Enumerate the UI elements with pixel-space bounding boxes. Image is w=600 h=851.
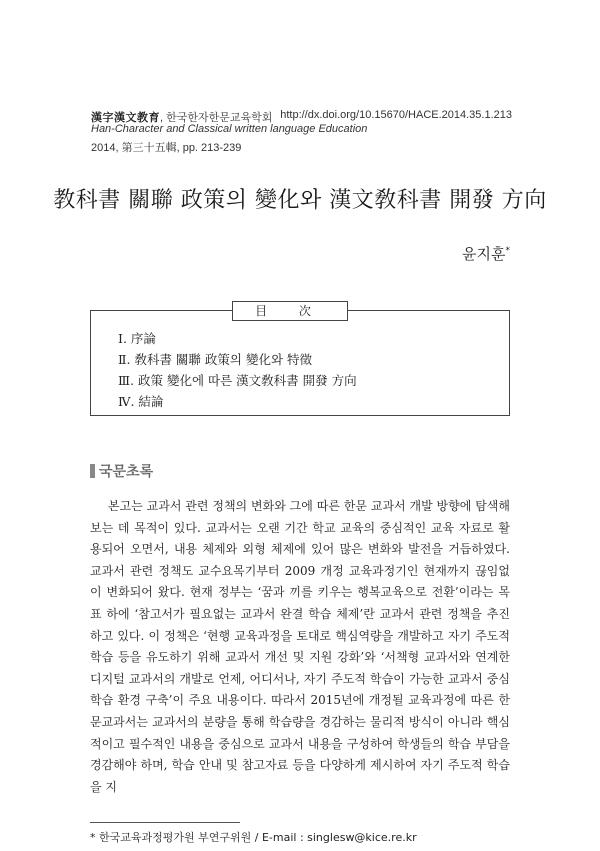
- journal-seal: 漢字漢文教育: [91, 111, 160, 124]
- toc-item: Ⅰ. 序論: [118, 331, 156, 346]
- section-heading: [90, 461, 153, 481]
- toc-label: 目 次: [232, 301, 348, 321]
- toc-list: [118, 328, 357, 412]
- toc-item: Ⅳ. 結論: [118, 394, 164, 409]
- footnote-divider: [90, 822, 240, 823]
- section-marker: [90, 464, 95, 478]
- abstract-body: 본고는 교과서 관련 정책의 변화와 그에 따른 한문 교과서 개발 방향에 탐색해 보는 데 목적이 있다. 교과서는 오랜 기간 학교 교육의 중심적인 교육 자료로 활용되어 오면서, 내용 체제와 외형 체제에 있어 많은 변화와 발전을 거듭하였다. 교과서 관련 정책도 교수요목기부터 2009 개정 교육과정기인 현재까지 끊임없이 변화되어 왔다. 현재 정부는 ‘꿈과 끼를 키우는 행복교육으로 전환’이라는 목표 하에 ‘참고서가 필요없는 교과서 완결 학습 체제’란 교과서 관련 정책을 추진하고 있다. 이 정책은 ‘현행 교육과정을 토대로 핵심역량을 개발하고 자기 주도적 학습 등을 유도하기 위해 교과서 개선 및 지원 강화’와 ‘서책형 교과서와 연계한 디지털 교과서의 개발로 언제, 어디서나, 자기 주도적 학습이 가능한 교과서 중심 학습 환경 구축’이 주요 내용이다. 따라서 2015년에 개정될 교육과정에 따른 한문교과서는 교과서의 분량을 통해 학습량을 경감하는 물리적 방식이 아니라 핵심적이고 필수적인 내용을 중심으로 교과서 내용을 구성하여 학생들의 학습 부담을 경감해야 하며, 학습 안내 및 참고자료 등을 다양하게 제시하여 자기 주도적 학습을 지: [90, 499, 510, 794]
- section-heading-text: 국문초록: [99, 464, 154, 480]
- footnote: * 한국교육과정평가원 부연구위원 / E-mail : singlesw@kice.re.kr: [90, 831, 417, 844]
- journal-volume: 2014, 第三十五輯, pp. 213-239: [91, 142, 242, 154]
- toc-item: Ⅱ. 敎科書 關聯 政策의 變化와 特徵: [118, 352, 312, 367]
- toc-item: Ⅲ. 政策 變化에 따른 漢文敎科書 開發 方向: [118, 373, 357, 388]
- author: [462, 243, 510, 264]
- doi-link[interactable]: http://dx.doi.org/10.15670/HACE.2014.35.1.213: [280, 109, 512, 121]
- journal-english-name: Han-Character and Classical written language Education: [91, 123, 368, 135]
- author-name: 윤지훈: [462, 245, 506, 263]
- journal-society: , 한국한자한문교육학회: [160, 112, 273, 124]
- paper-title: 教科書 關聯 政策의 變化와 漢文敎科書 開發 方向: [53, 188, 547, 213]
- author-footnote-mark: *: [505, 246, 510, 256]
